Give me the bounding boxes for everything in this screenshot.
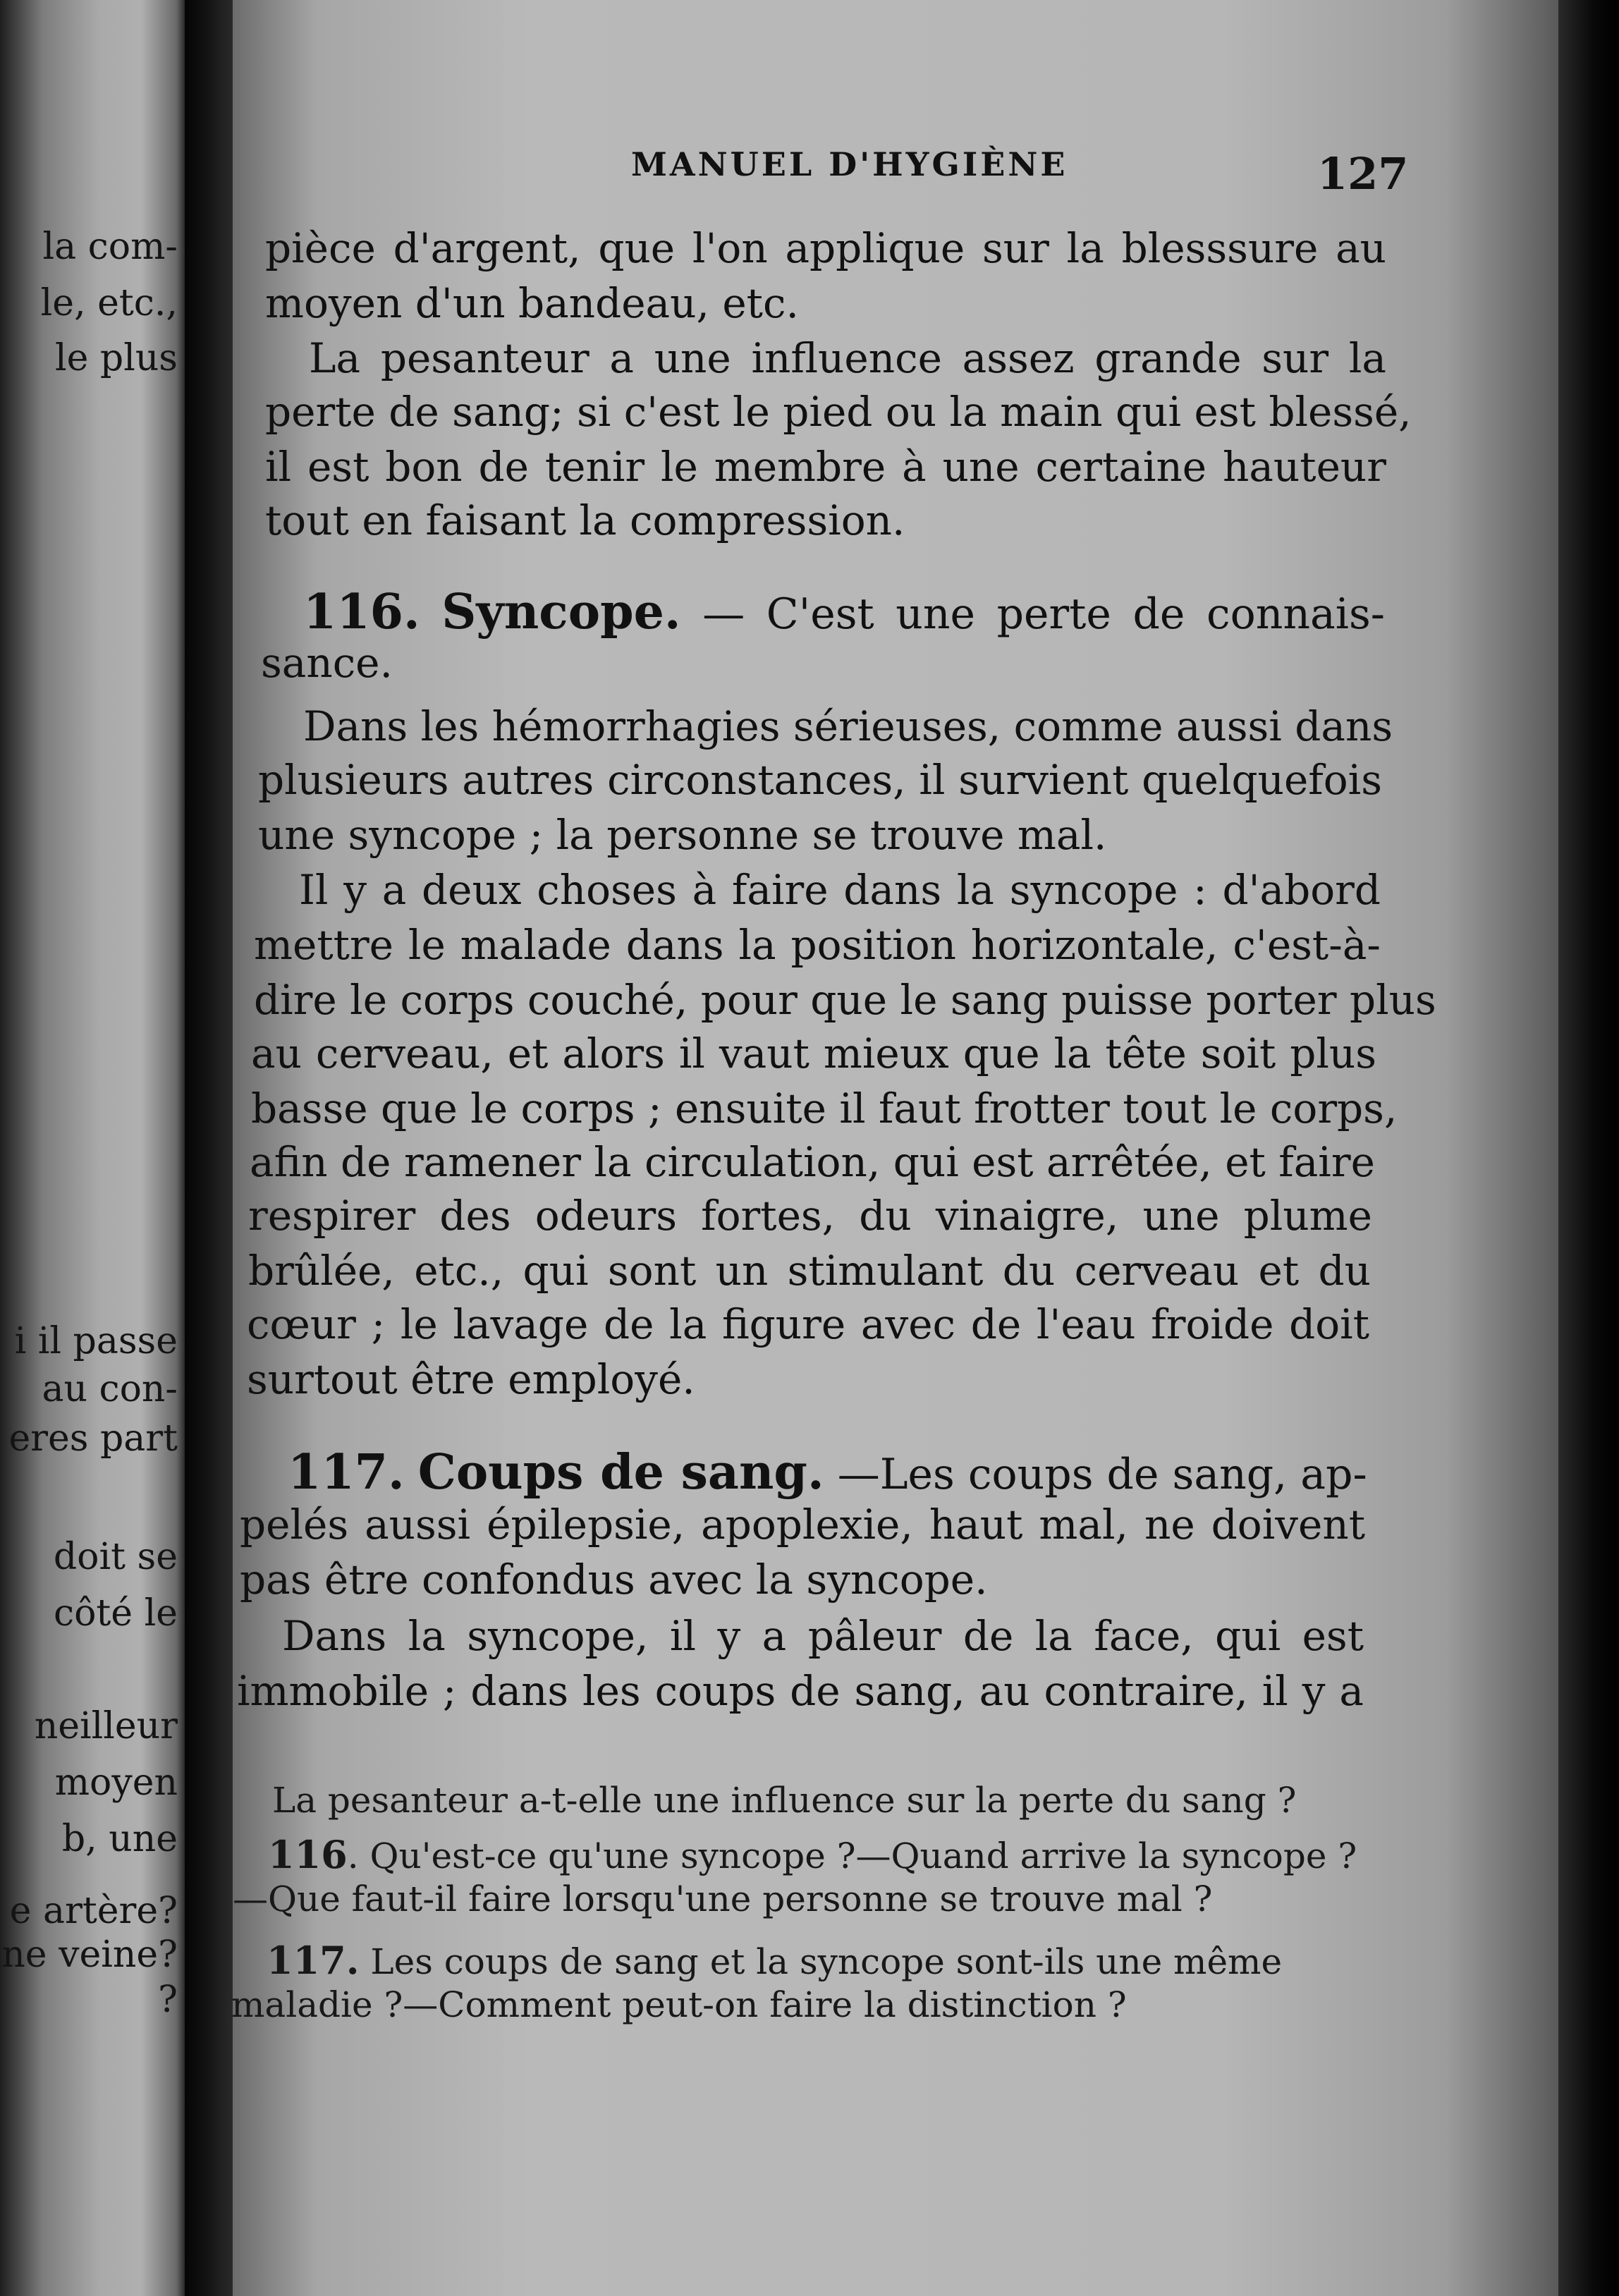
- running-head: MANUEL D'HYGIÈNE: [631, 145, 1068, 183]
- section-116-heading: [303, 584, 1385, 640]
- text-line: au cerveau, et alors il vaut mieux que la tête soit plus: [251, 1030, 1376, 1077]
- text-line: pas être confondus avec la syncope.: [240, 1556, 988, 1604]
- text-line: basse que le corps ; ensuite il faut frotter tout le corps,: [251, 1085, 1398, 1132]
- text-line: Il y a deux choses à faire dans la syncope : d'abord: [299, 866, 1381, 914]
- text-line: respirer des odeurs fortes, du vinaigre, une plume: [248, 1192, 1372, 1240]
- question-116: [268, 1832, 1357, 1877]
- text-line: mettre le malade dans la position horizontale, c'est-à-: [254, 921, 1381, 969]
- text-line: pelés aussi épilepsie, apoplexie, haut mal, ne doivent: [240, 1501, 1365, 1549]
- left-fragment: e artère?: [9, 1890, 178, 1932]
- section-117-heading: [288, 1444, 1367, 1501]
- question-117: [267, 1938, 1282, 1983]
- left-fragment: au con-: [42, 1368, 178, 1410]
- question-text: Les coups de sang et la syncope sont-ils une même: [359, 1941, 1283, 1982]
- question-line: —Que faut-il faire lorsqu'une personne se trouve mal ?: [233, 1879, 1213, 1919]
- left-fragment: i il passe: [14, 1320, 178, 1362]
- text-line: brûlée, etc., qui sont un stimulant du cerveau et du: [248, 1247, 1371, 1295]
- section-title: Coups de sang.: [417, 1444, 824, 1501]
- left-fragment: le plus: [54, 337, 178, 379]
- question-line: maladie ?—Comment peut-on faire la distinction ?: [231, 1984, 1127, 2025]
- book-gutter: [185, 0, 233, 2296]
- left-fragment: moyen: [54, 1761, 178, 1804]
- text-line: dire le corps couché, pour que le sang puisse porter plus: [254, 976, 1436, 1024]
- text-line: surtout être employé.: [247, 1355, 695, 1403]
- page-number: 127: [1317, 148, 1409, 200]
- left-fragment: neilleur: [34, 1705, 178, 1747]
- text-line: Dans la syncope, il y a pâleur de la face, qui est: [282, 1612, 1364, 1660]
- text-line: perte de sang; si c'est le pied ou la main qui est blessé,: [265, 388, 1412, 436]
- question-number: 116: [268, 1832, 348, 1877]
- question-text: . Qu'est-ce qu'une syncope ?—Quand arrive la syncope ?: [347, 1836, 1357, 1876]
- left-fragment: la com-: [42, 226, 178, 268]
- text-line: immobile ; dans les coups de sang, au contraire, il y a: [237, 1667, 1364, 1715]
- text-line: moyen d'un bandeau, etc.: [265, 279, 799, 327]
- text-line: une syncope ; la personne se trouve mal.: [258, 811, 1107, 859]
- text-line: tout en faisant la compression.: [265, 496, 905, 544]
- section-title: Syncope.: [441, 584, 681, 640]
- left-fragment: doit se: [53, 1536, 178, 1578]
- question-line: La pesanteur a-t-elle une influence sur la perte du sang ?: [272, 1780, 1297, 1821]
- left-fragment: b, une: [61, 1818, 178, 1860]
- text-line: il est bon de tenir le membre à une certaine hauteur: [265, 443, 1386, 491]
- text-line: pièce d'argent, que l'on applique sur la blesssure au: [265, 224, 1386, 272]
- page-edge-shadow: [1558, 0, 1619, 2296]
- left-fragment: le, etc.,: [40, 282, 178, 324]
- section-lead: — C'est une perte de connais-: [702, 590, 1386, 639]
- text-line: cœur ; le lavage de la figure avec de l'eau froide doit: [247, 1300, 1369, 1348]
- text-line: sance.: [261, 639, 393, 687]
- left-fragment: côté le: [53, 1592, 178, 1635]
- text-line: La pesanteur a une influence assez grande sur la: [309, 334, 1386, 382]
- question-number: 117.: [267, 1938, 360, 1983]
- section-lead: —Les coups de sang, ap-: [837, 1450, 1367, 1499]
- section-number: 116.: [303, 584, 420, 640]
- left-fragment: ne veine?: [1, 1934, 178, 1976]
- section-number: 117.: [288, 1444, 405, 1501]
- left-fragment: eres part: [8, 1417, 178, 1460]
- text-line: plusieurs autres circonstances, il survient quelquefois: [258, 756, 1382, 804]
- text-line: afin de ramener la circulation, qui est arrêtée, et faire: [250, 1138, 1375, 1186]
- text-line: Dans les hémorrhagies sérieuses, comme aussi dans: [303, 702, 1393, 750]
- left-fragment: ?: [158, 1979, 178, 2021]
